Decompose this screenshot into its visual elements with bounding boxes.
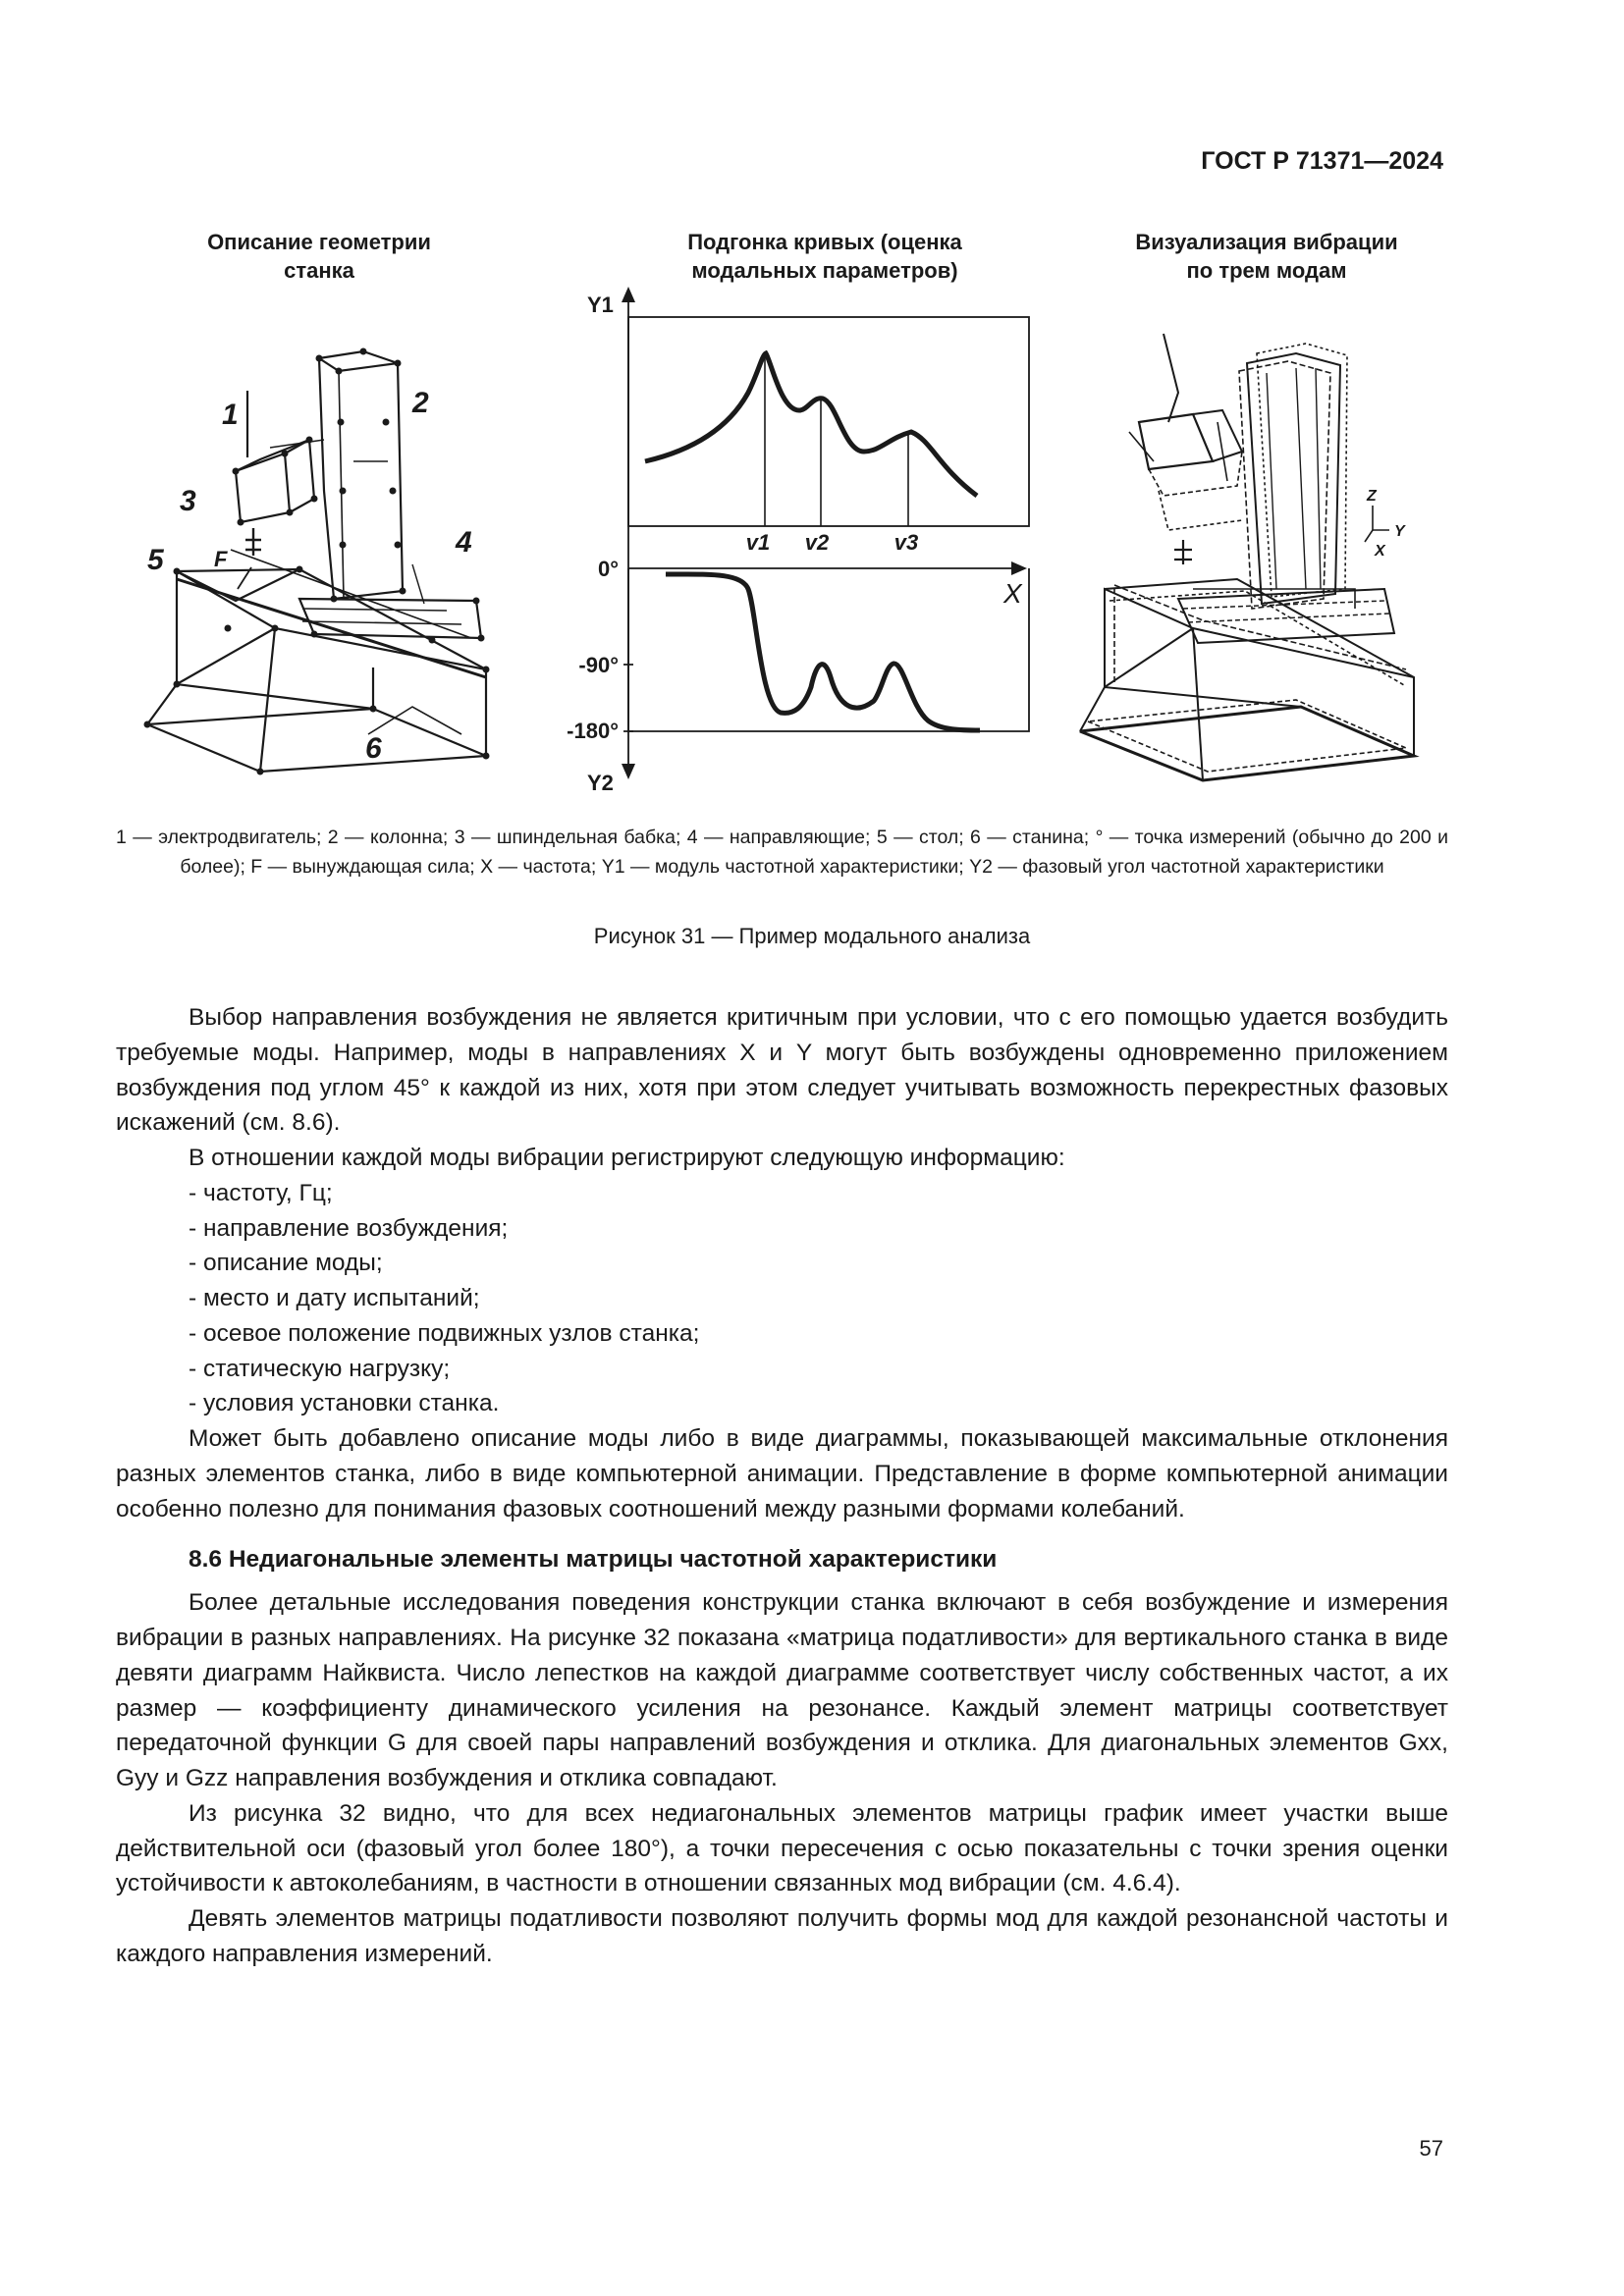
paragraph-mode-info-intro: В отношении каждой моды вибрации регистрируют следующую информацию: (189, 1145, 1065, 1172)
y1-arrow-icon (622, 287, 635, 302)
list-item: - частоту, Гц; (189, 1179, 333, 1206)
figure-caption: Рисунок 31 — Пример модального анализа (593, 924, 1031, 948)
figure-title-vibration-line2: по трем модам (1186, 258, 1347, 284)
list-item: - описание моды; (189, 1250, 383, 1277)
list-item: - статическую нагрузку; (189, 1355, 451, 1382)
coord-label-z: Z (1367, 488, 1377, 505)
list-item: - условия установки станка. (189, 1390, 500, 1417)
freq-label-v1: v1 (745, 530, 771, 555)
phase-tick-90: -90° (578, 653, 619, 677)
label-6-bed: 6 (365, 732, 382, 765)
modal-analysis-figure (0, 0, 1624, 815)
figure-title-geometry-line1: Описание геометрии (207, 230, 431, 254)
section-heading-8-6: 8.6 Недиагональные элементы матрицы частотной характеристики (189, 1546, 998, 1574)
figure-title-vibration-line1: Визуализация вибрации (1135, 230, 1398, 254)
phase-tick-180: -180° (567, 719, 619, 743)
list-item: - место и дату испытаний; (189, 1285, 480, 1312)
figure-title-curve-fitting-line1: Подгонка кривых (оценка (687, 230, 962, 254)
phase-plot-frame (628, 568, 1029, 731)
x-axis-label: X (1003, 578, 1022, 609)
figure-legend: 1 — электродвигатель; 2 — колонна; 3 — шпиндельная бабка; 4 — направляющие; 5 — стол; 6 — станина; ° — точка измерений (обычно до 200 и более); F — вынуждающая сила; X — частота; Y1 — модуль частотной характеристики; Y2 — фазовый угол частотной характеристики (116, 827, 1448, 879)
vibration-visualization-drawing (1080, 334, 1414, 780)
label-force: F (214, 547, 228, 571)
document-code: ГОСТ Р 71371—2024 (1201, 147, 1443, 175)
page-number: 57 (1419, 2136, 1443, 2161)
magnitude-curve (645, 353, 977, 496)
freq-label-v3: v3 (893, 530, 919, 555)
measurement-points (144, 348, 490, 775)
phase-curve (666, 574, 980, 730)
list-item: - осевое положение подвижных узлов станка; (189, 1319, 700, 1347)
paragraph-off-diagonal: Из рисунка 32 видно, что для всех недиагональных элементов матрицы график имеет участки выше действительной оси (фазовый угол более 180°), а точки пересечения с осью показательны с точки зрения оценки устойчивости к автоколебаниям, в частности в отношении связанных мод вибрации (см. 4.6.4). (116, 1799, 1448, 1897)
y2-arrow-icon (622, 764, 635, 779)
phase-tick-0: 0° (597, 557, 619, 581)
paragraph-mode-description: Может быть добавлено описание моды либо в виде диаграммы, показывающей максимальные отклонения разных элементов станка, либо в виде компьютерной анимации. Представление в форме компьютерной анимации особенно полезно для понимания фазовых соотношений между разными формами колебаний. (116, 1425, 1448, 1522)
label-2-column: 2 (412, 387, 429, 419)
y2-axis-label: Y2 (587, 771, 614, 795)
label-4-guides: 4 (456, 526, 472, 559)
label-5-table: 5 (147, 544, 164, 576)
y1-axis-label: Y1 (587, 293, 614, 317)
x-arrow-icon (1011, 561, 1027, 575)
machine-geometry-drawing (147, 351, 486, 772)
freq-label-v2: v2 (804, 530, 830, 555)
figure-title-curve-fitting-line2: модальных параметров) (691, 258, 958, 284)
coord-label-x: X (1375, 543, 1385, 560)
paragraph-excitation-direction: Выбор направления возбуждения не является критичным при условии, что с его помощью удается возбудить требуемые моды. Например, моды в направлениях X и Y могут быть возбуждены одновременно приложением возбуждения под углом 45° к каждой из них, хотя при этом следует учитывать возможность перекрестных фазовых искажений (см. 8.6). (116, 1004, 1448, 1137)
magnitude-plot-frame (628, 317, 1029, 526)
paragraph-mode-shapes: Девять элементов матрицы податливости позволяют получить формы мод для каждой резонансной частоты и каждого направления измерений. (116, 1905, 1448, 1967)
list-item: - направление возбуждения; (189, 1214, 509, 1242)
body-text (116, 1000, 1448, 1972)
paragraph-compliance-matrix: Более детальные исследования поведения конструкции станка включают в себя возбуждение и измерения вибрации в разных направлениях. На рисунке 32 показана «матрица податливости» для вертикального станка в виде девяти диаграмм Найквиста. Число лепестков на каждой диаграмме соответствует числу собственных частот, а их размер — коэффициенту динамического усиления на резонансе. Каждый элемент матрицы соответствует передаточной функции G для своей пары направлений возбуждения и отклика. Для диагональных элементов Gxx, Gyy и Gzz направления возбуждения и отклика совпадают. (116, 1589, 1448, 1792)
coord-label-y: Y (1394, 523, 1405, 540)
label-1-motor: 1 (222, 399, 239, 431)
figure-title-geometry-line2: станка (284, 258, 354, 284)
label-3-spindle-head: 3 (180, 485, 196, 517)
